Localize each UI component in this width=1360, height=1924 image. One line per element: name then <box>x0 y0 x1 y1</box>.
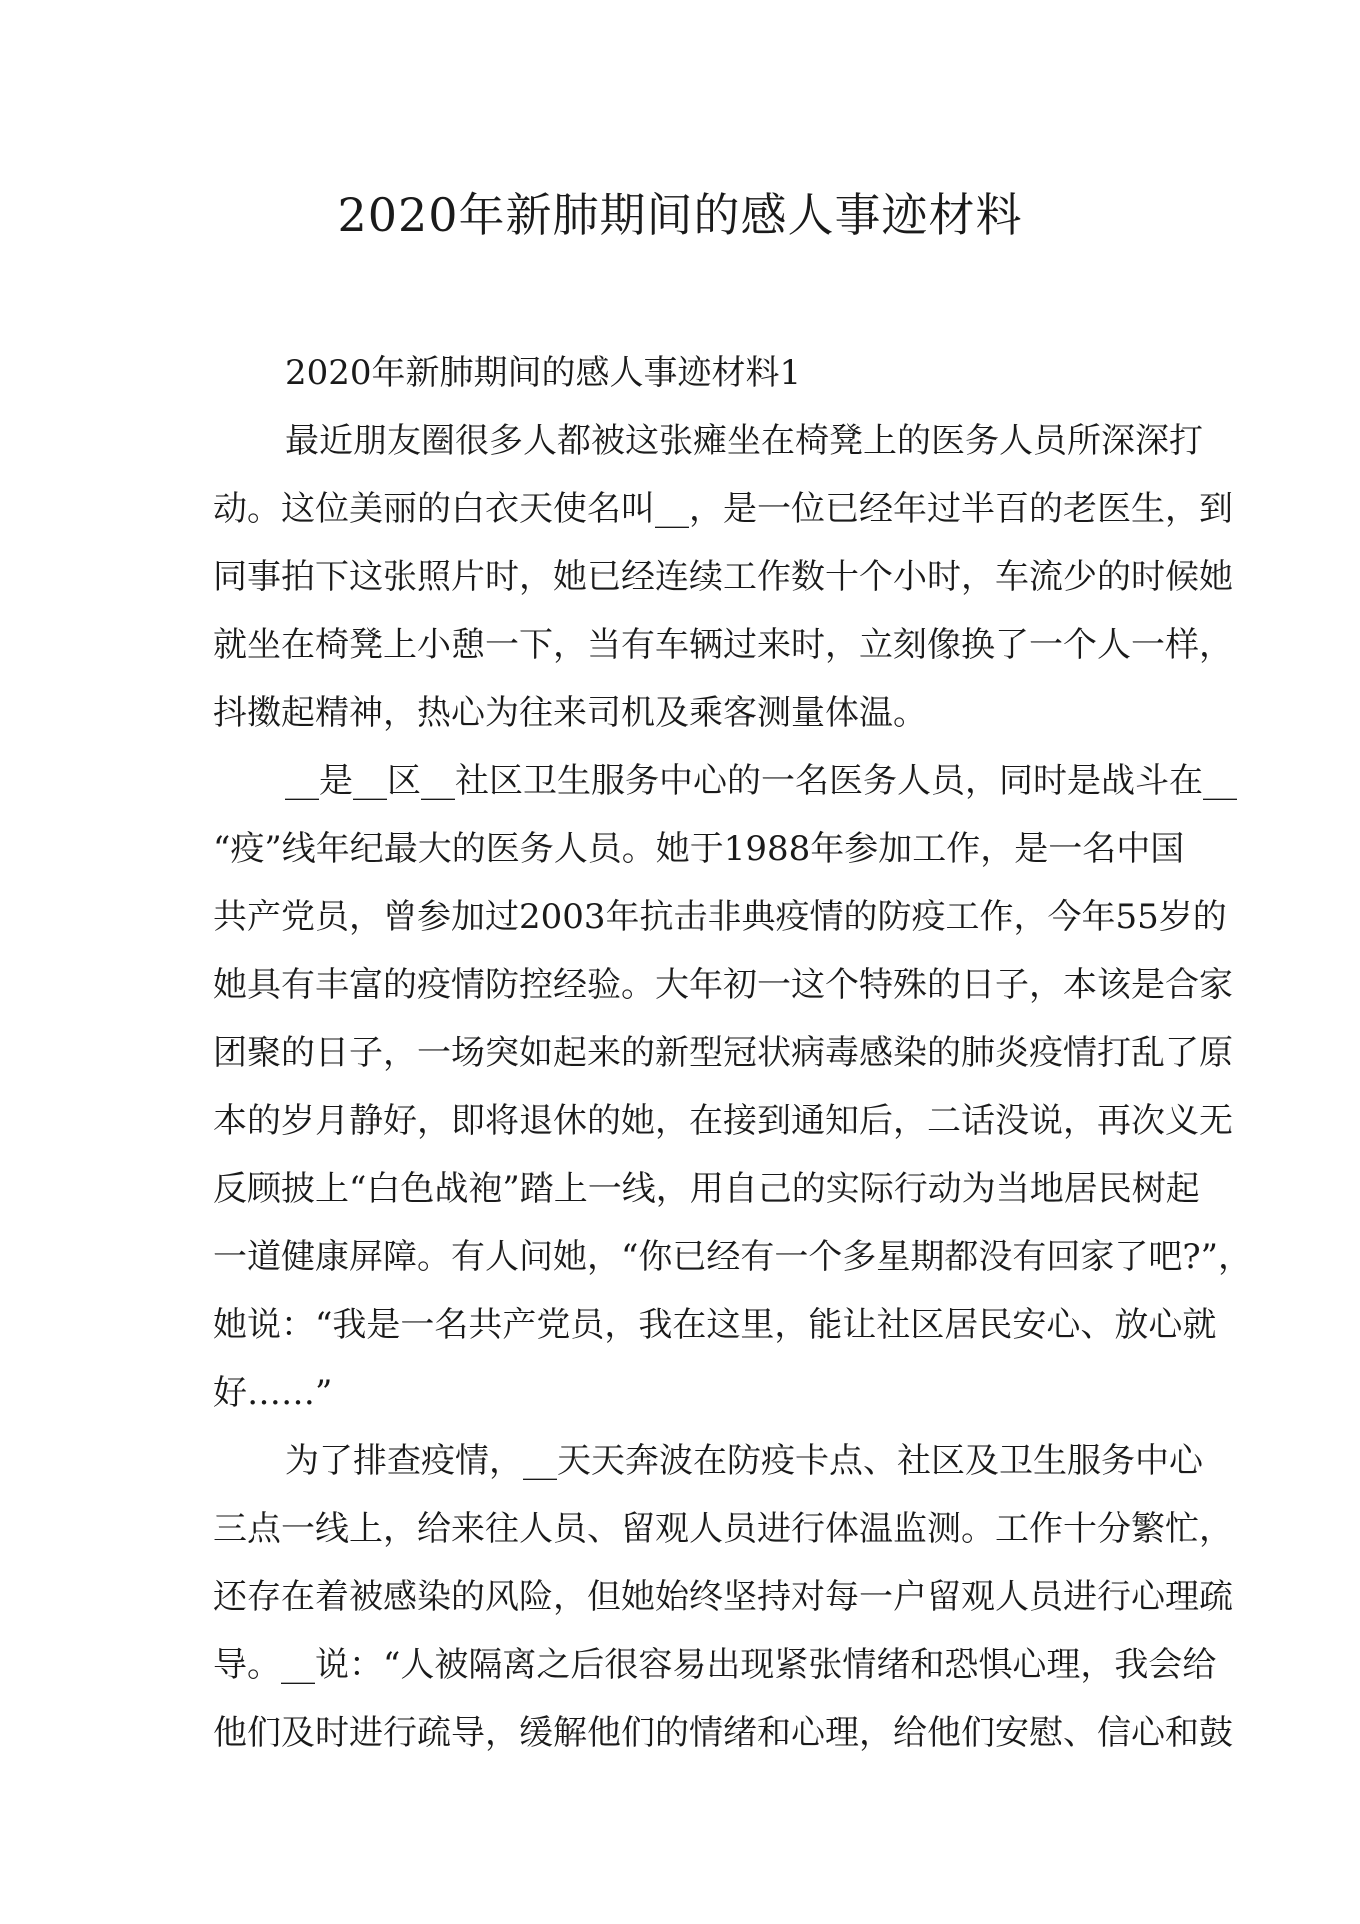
text-line: 同事拍下这张照片时，她已经连续工作数十个小时，车流少的时候她 <box>213 557 1233 597</box>
text-line: “疫”线年纪最大的医务人员。她于1988年参加工作，是一名中国 <box>213 829 1185 869</box>
text-line: __是__区__社区卫生服务中心的一名医务人员，同时是战斗在__ <box>285 761 1237 801</box>
text-line: 好……” <box>213 1373 333 1413</box>
text-line: 最近朋友圈很多人都被这张瘫坐在椅凳上的医务人员所深深打 <box>285 421 1203 461</box>
text-line: 导。__说：“人被隔离之后很容易出现紧张情绪和恐惧心理，我会给 <box>213 1645 1217 1685</box>
text-line: 她说：“我是一名共产党员，我在这里，能让社区居民安心、放心就 <box>213 1305 1217 1345</box>
text-line: 三点一线上，给来往人员、留观人员进行体温监测。工作十分繁忙， <box>213 1509 1233 1549</box>
text-line: 一道健康屏障。有人问她，“你已经有一个多星期都没有回家了吧?”， <box>213 1237 1252 1277</box>
text-line: 本的岁月静好，即将退休的她，在接到通知后，二话没说，再次义无 <box>213 1101 1233 1141</box>
text-line: 抖擞起精神，热心为往来司机及乘客测量体温。 <box>213 693 927 733</box>
text-line: 为了排查疫情，__天天奔波在防疫卡点、社区及卫生服务中心 <box>285 1441 1203 1481</box>
text-line: 动。这位美丽的白衣天使名叫__，是一位已经年过半百的老医生，到 <box>213 489 1233 529</box>
text-line: 团聚的日子，一场突如起来的新型冠状病毒感染的肺炎疫情打乱了原 <box>213 1033 1233 1073</box>
text-line: 她具有丰富的疫情防控经验。大年初一这个特殊的日子，本该是合家 <box>213 965 1233 1005</box>
section-heading: 2020年新肺期间的感人事迹材料1 <box>285 353 802 393</box>
text-line: 他们及时进行疏导，缓解他们的情绪和心理，给他们安慰、信心和鼓 <box>213 1713 1233 1753</box>
text-line: 反顾披上“白色战袍”踏上一线，用自己的实际行动为当地居民树起 <box>213 1169 1200 1209</box>
document-title: 2020年新肺期间的感人事迹材料 <box>337 188 1023 242</box>
text-line: 共产党员，曾参加过2003年抗击非典疫情的防疫工作，今年55岁的 <box>213 897 1227 937</box>
text-line: 还存在着被感染的风险，但她始终坚持对每一户留观人员进行心理疏 <box>213 1577 1233 1617</box>
text-line: 就坐在椅凳上小憩一下，当有车辆过来时，立刻像换了一个人一样， <box>213 625 1233 665</box>
